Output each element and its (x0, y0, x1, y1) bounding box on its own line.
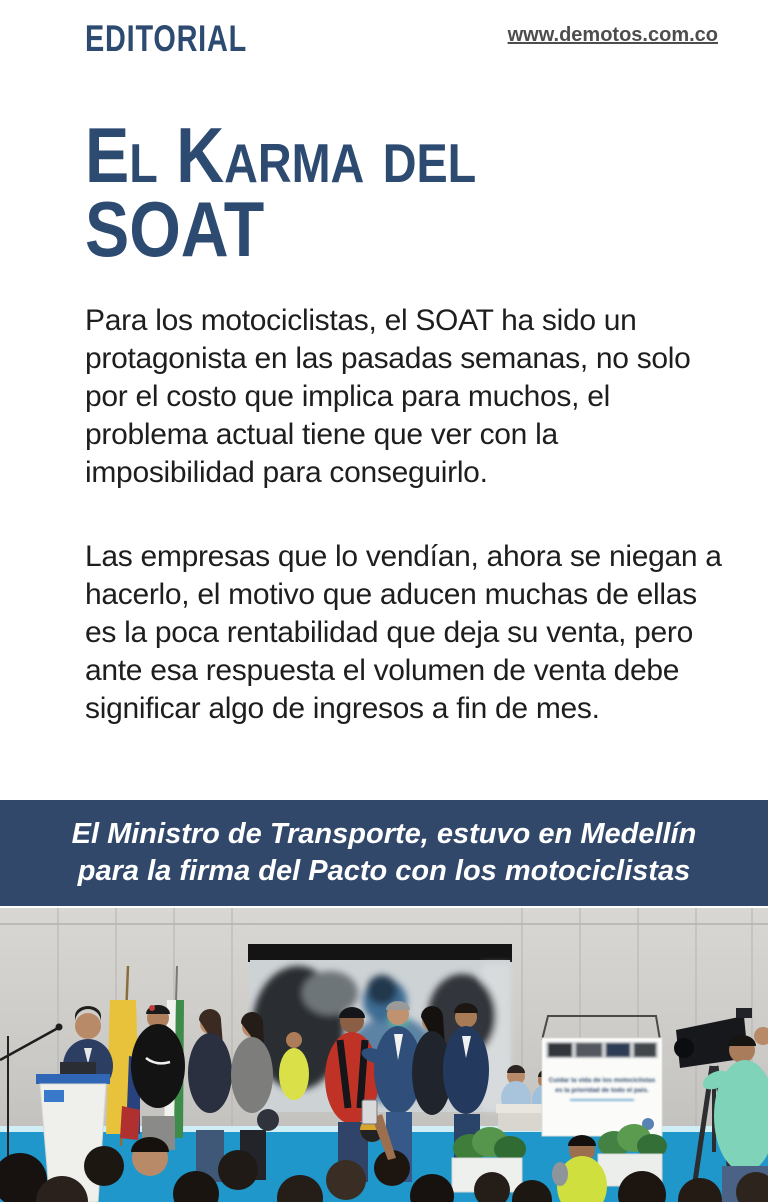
event-photo (0, 908, 768, 1202)
website-link[interactable]: www.demotos.com.co (507, 24, 718, 46)
article-paragraph-2: Las empresas que lo vendían, ahora se niegan a hacerlo, el motivo que aducen muchas de ellas es la poca rentabilidad que deja su venta, pero ante esa respuesta el volumen de venta debe significar algo de ingresos a fin de mes. (85, 540, 722, 725)
section-kicker: EDITORIAL (85, 18, 248, 59)
poster-photo-strip (546, 1042, 658, 1058)
article-title-line1: El Karma del (85, 111, 477, 199)
poster-text-line1: Cuidar la vida de los motociclistas (548, 1077, 656, 1084)
caption-line2: para la firma del Pacto con los motociclistas (77, 855, 691, 887)
article-title (85, 111, 629, 274)
poster-text-line2: es la prioridad de todo el país. (555, 1087, 649, 1094)
caption-line1: El Ministro de Transporte, estuvo en Medellín (71, 818, 697, 850)
article-paragraph-1: Para los motociclistas, el SOAT ha sido un protagonista en las pasadas semanas, no solo por el costo que implica para muchos, el problema actual tiene que ver con la imposibilidad para conseguirlo. (85, 304, 691, 489)
caption-banner (0, 800, 768, 906)
event-photo-illustration (0, 908, 768, 1202)
article-title-line2: SOAT (85, 185, 265, 274)
page-header (85, 18, 718, 64)
